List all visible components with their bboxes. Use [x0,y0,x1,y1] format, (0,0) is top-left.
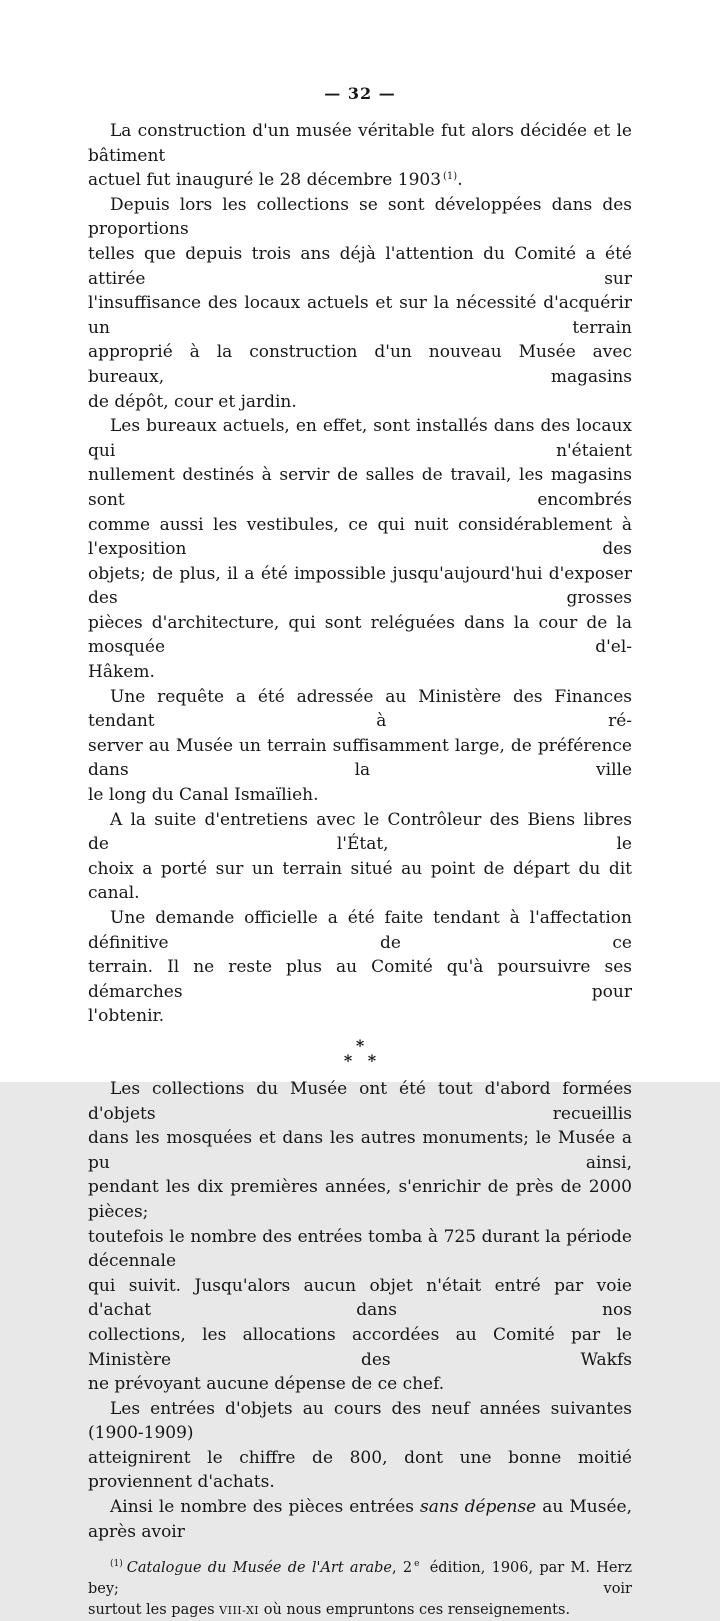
text-line: Les bureaux actuels, en effet, sont installés dans des locaux qui n'étaient [88,416,632,461]
asterism-row: * [355,1035,365,1055]
text-line: Les collections du Musée ont été tout d'abord formées d'objets recueillis [88,1078,632,1124]
text-line: qui suivit. Jusqu'alors aucun objet n'était entré par voie d'achat dans nos [88,1275,632,1321]
footnote-reference-marker: (1) [443,170,458,182]
text-line: telles que depuis trois ans déjà l'attention du Comité a été attirée sur [88,243,632,289]
footnote-work-title: Catalogue du Musée de l'Art arabe [126,1560,393,1577]
text-line: ne prévoyant aucune dépense de ce chef. [88,1374,445,1395]
text-line: La construction d'un musée véritable fut alors décidée et le bâtiment [88,121,632,166]
page-body [88,119,632,1544]
text-line: nullement destinés à servir de salles de travail, les magasins sont encombrés [88,465,632,510]
text-line: pièces d'architecture, qui sont reléguées dans la cour de la mosquée d'el- [88,612,632,658]
text-line: terrain. Il ne reste plus au Comité qu'à poursuivre ses démarches pour [88,957,632,1002]
text-line: approprié à la construction d'un nouveau Musée avec bureaux, magasins [88,342,632,387]
footnote [88,1558,632,1621]
text-segment: surtout les pages [88,1602,220,1619]
text-line [88,168,632,193]
asterism-row: * * [343,1050,377,1070]
emphasized-text: sans dépense [420,1497,537,1518]
text-line: atteignirent le chiffre de 800, dont une bonne moitié proviennent d'achats. [88,1447,632,1493]
page-number: — 32 — [324,84,396,103]
roman-numeral-pages: VIII-XI [219,1604,260,1618]
text-line: Depuis lors les collections se sont développées dans des proportions [88,194,632,240]
footnote-line [88,1600,632,1621]
text-line: dans les mosquées et dans les autres monuments; le Musée a pu ainsi, [88,1128,632,1173]
text-line: comme aussi les vestibules, ce qui nuit considérablement à l'exposition des [88,514,632,560]
text-line: Hâkem. [88,662,155,683]
footnote-line [88,1558,632,1600]
text-line: A la suite d'entretiens avec le Contrôleur des Biens libres de l'État, le [88,809,632,855]
text-segment: , 2 [392,1560,413,1577]
text-line: choix a porté sur un terrain situé au point de départ du dit canal. [88,858,632,904]
edition-superscript: e [414,1559,420,1570]
text-segment: édition, 1906, par M. Herz bey; voir [88,1560,632,1598]
text-line: toutefois le nombre des entrées tomba à 725 durant la période décennale [88,1226,632,1272]
footnote-marker: (1) [110,1559,123,1570]
text-line: l'insuffisance des locaux actuels et sur la nécessité d'acquérir un terrain [88,293,632,338]
text-line: Une requête a été adressée au Ministère des Finances tendant à ré- [88,686,632,732]
text-segment: . [457,170,463,191]
text-line: l'obtenir. [88,1006,165,1027]
text-line: Les entrées d'objets au cours des neuf années suivantes (1900-1909) [88,1398,632,1444]
text-line: server au Musée un terrain suffisamment large, de préférence dans la ville [88,735,632,781]
text-segment: au Musée, après avoir [88,1497,632,1542]
text-segment: où nous empruntons ces renseignements. [259,1602,571,1619]
text-line [88,1495,632,1544]
text-line: de dépôt, cour et jardin. [88,391,297,412]
text-segment: Ainsi le nombre des pièces entrées [110,1497,421,1518]
text-line: collections, les allocations accordées au Comité par le Ministère des Wakfs [88,1324,632,1370]
text-line: objets; de plus, il a été impossible jusqu'aujourd'hui d'exposer des grosses [88,563,632,609]
text-line: pendant les dix premières années, s'enrichir de près de 2000 pièces; [88,1177,632,1222]
asterism-separator [88,1035,632,1070]
text-line: le long du Canal Ismaïlieh. [88,785,319,806]
text-line: Une demande officielle a été faite tendant à l'affectation définitive de ce [88,908,632,953]
text-segment: actuel fut inauguré le 28 décembre 1903 [88,170,442,191]
